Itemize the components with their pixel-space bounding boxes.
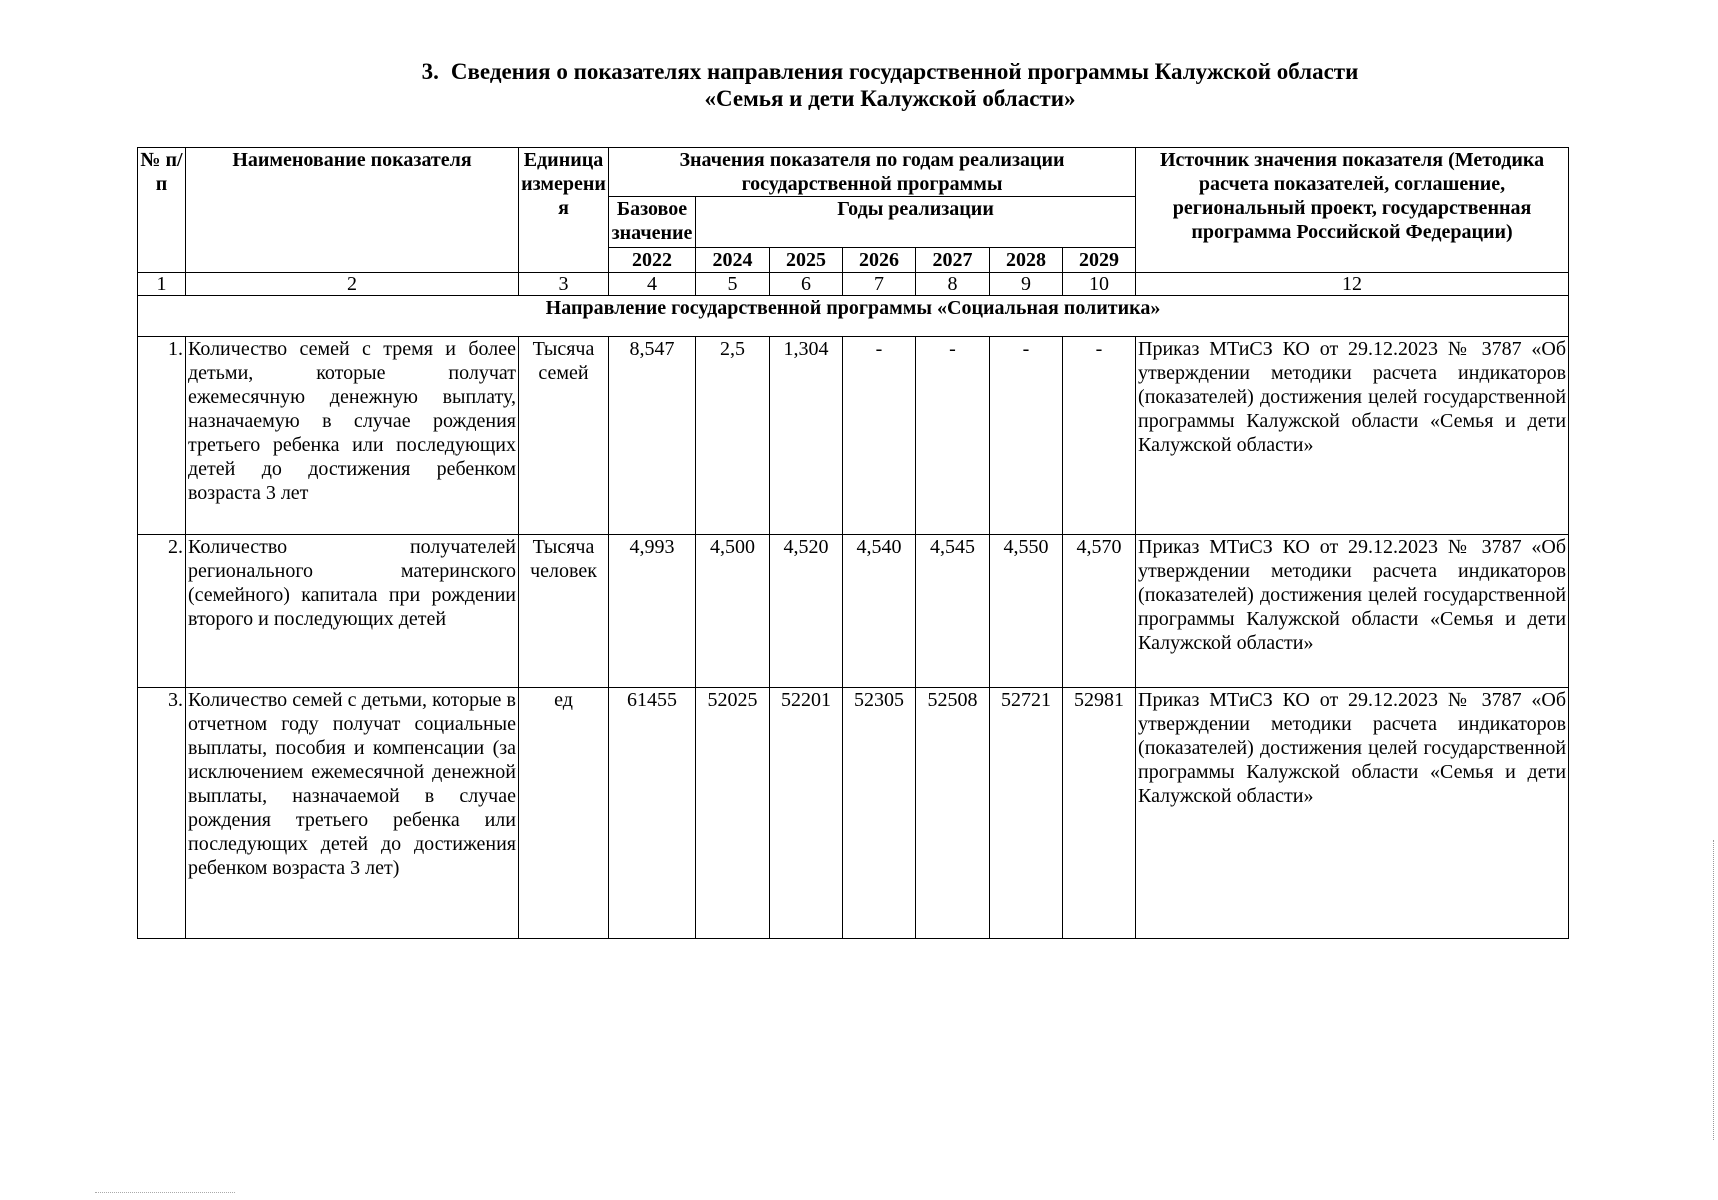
header-base: Базовое значение <box>609 197 696 248</box>
row-name: Количество семей с детьми, которые в отчетном году получат социальные выплаты, пособия и компенсации (за исключением ежемесячной денежной выплаты, назначаемой в случае рождения третьего ребенка или последующих детей до достижения ребенком возраста 3 лет) <box>186 688 519 939</box>
title-line-2: «Семья и дети Калужской области» <box>704 86 1076 111</box>
column-index: 10 <box>1063 273 1136 296</box>
column-index: 4 <box>609 273 696 296</box>
row-num: 1. <box>138 337 186 535</box>
row-value: 4,550 <box>990 535 1063 688</box>
table-row <box>138 337 1569 535</box>
header-base-year: 2022 <box>609 248 696 273</box>
row-value: 4,540 <box>843 535 916 688</box>
table-row <box>138 535 1569 688</box>
row-value: - <box>843 337 916 535</box>
row-value: 52981 <box>1063 688 1136 939</box>
section-row <box>138 296 1569 337</box>
row-num: 3. <box>138 688 186 939</box>
column-index: 1 <box>138 273 186 296</box>
title-line-1: Сведения о показателях направления государственной программы Калужской области <box>450 59 1359 84</box>
row-value: 52721 <box>990 688 1063 939</box>
column-index: 5 <box>696 273 770 296</box>
row-name: Количество получателей регионального материнского (семейного) капитала при рождении второго и последующих детей <box>186 535 519 688</box>
column-index: 2 <box>186 273 519 296</box>
header-values-group: Значения показателя по годам реализации государственной программы <box>609 148 1136 197</box>
column-index: 3 <box>519 273 609 296</box>
row-value: 1,304 <box>770 337 843 535</box>
row-base-value: 8,547 <box>609 337 696 535</box>
column-index: 12 <box>1136 273 1569 296</box>
column-index-row <box>138 273 1569 296</box>
row-unit: Тысяча человек <box>519 535 609 688</box>
row-value: 52305 <box>843 688 916 939</box>
row-value: 52508 <box>916 688 990 939</box>
row-source: Приказ МТиСЗ КО от 29.12.2023 № 3787 «Об утверждении методики расчета индикаторов (показателей) достижения целей государственной программы Калужской области «Семья и дети Калужской области» <box>1136 337 1569 535</box>
row-value: 2,5 <box>696 337 770 535</box>
row-base-value: 4,993 <box>609 535 696 688</box>
row-value: - <box>916 337 990 535</box>
column-index: 8 <box>916 273 990 296</box>
row-base-value: 61455 <box>609 688 696 939</box>
row-num: 2. <box>138 535 186 688</box>
row-value: 52201 <box>770 688 843 939</box>
row-value: - <box>990 337 1063 535</box>
document-title <box>0 58 1718 112</box>
column-index: 7 <box>843 273 916 296</box>
row-source: Приказ МТиСЗ КО от 29.12.2023 № 3787 «Об утверждении методики расчета индикаторов (показателей) достижения целей государственной программы Калужской области «Семья и дети Калужской области» <box>1136 535 1569 688</box>
header-year: 2028 <box>990 248 1063 273</box>
row-value: 52025 <box>696 688 770 939</box>
header-year: 2029 <box>1063 248 1136 273</box>
row-value: - <box>1063 337 1136 535</box>
header-num: № п/п <box>138 148 186 273</box>
title-number: 3. <box>421 59 439 84</box>
scan-footer-mark <box>95 1192 235 1195</box>
row-value: 4,545 <box>916 535 990 688</box>
header-year: 2027 <box>916 248 990 273</box>
header-name: Наименование показателя <box>186 148 519 273</box>
row-value: 4,520 <box>770 535 843 688</box>
header-source: Источник значения показателя (Методика расчета показателей, соглашение, региональный проект, государственная программа Российской Федерации) <box>1136 148 1569 273</box>
section-title: Направление государственной программы «Социальная политика» <box>138 296 1569 337</box>
header-year: 2026 <box>843 248 916 273</box>
row-value: 4,500 <box>696 535 770 688</box>
row-value: 4,570 <box>1063 535 1136 688</box>
row-name: Количество семей с тремя и более детьми, которые получат ежемесячную денежную выплату, назначаемую в случае рождения третьего ребенка или последующих детей до достижения ребенком возраста 3 лет <box>186 337 519 535</box>
row-source: Приказ МТиСЗ КО от 29.12.2023 № 3787 «Об утверждении методики расчета индикаторов (показателей) достижения целей государственной программы Калужской области «Семья и дети Калужской области» <box>1136 688 1569 939</box>
column-index: 9 <box>990 273 1063 296</box>
indicators-table <box>137 147 1569 939</box>
row-unit: Тысяча семей <box>519 337 609 535</box>
row-unit: ед <box>519 688 609 939</box>
table-row <box>138 688 1569 939</box>
header-unit: Единица измерени я <box>519 148 609 273</box>
column-index: 6 <box>770 273 843 296</box>
header-years-group: Годы реализации <box>696 197 1136 248</box>
header-year: 2025 <box>770 248 843 273</box>
scan-edge-mark <box>1711 840 1714 1140</box>
header-year: 2024 <box>696 248 770 273</box>
